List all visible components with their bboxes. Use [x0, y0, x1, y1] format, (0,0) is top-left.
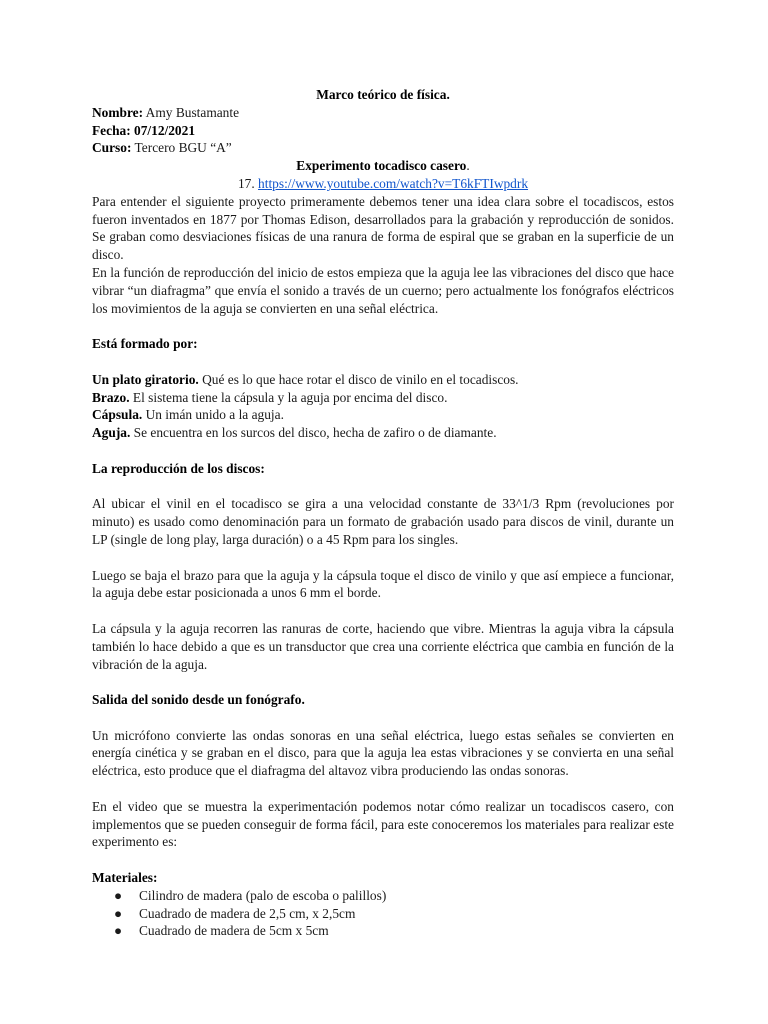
bullet-icon: ● [114, 887, 123, 903]
list-item: ● Cuadrado de madera de 2,5 cm, x 2,5cm [114, 905, 356, 921]
bullet-icon: ● [114, 923, 123, 939]
reproduction-heading: La reproducción de los discos: [92, 460, 265, 476]
date-line [92, 122, 674, 140]
reference-number: 17. [237, 175, 259, 191]
part-item-capsula: Cápsula. Un imán unido a la aguja. [92, 407, 284, 423]
materials-list [92, 887, 674, 940]
bullet-icon: ● [114, 905, 123, 921]
materials-heading: Materiales: [92, 870, 158, 886]
reference-link[interactable]: https://www.youtube.com/watch?v=T6kFTIwpdrk [258, 175, 529, 191]
experiment-title: Experimento tocadisco casero. [296, 158, 470, 174]
intro-paragraph-2: En la función de reproducción del inicio de estos empieza que la aguja lee las vibraciones del disco que hace vibrar “un diafragma” que envía el sonido a través de un cuerno; pero actualmente los fonógrafos eléctricos los movimientos de la aguja se convierten en una señal eléctrica. [92, 264, 674, 316]
document-body [92, 86, 674, 940]
reproduction-paragraph-2: Luego se baja el brazo para que la aguja y la cápsula toque el disco de vinilo y que así empiece a funcionar, la aguja debe estar posicionada a unos 6 mm el borde. [92, 567, 674, 601]
intro-paragraph-1: Para entender el siguiente proyecto primeramente debemos tener una idea clara sobre el tocadiscos, estos fueron inventados en 1877 por Thomas Edison, desarrollados para la grabación y reproducción de sonidos. Se graban como desviaciones físicas de una ranura de forma de espiral que se graban en la superficie de un disco. [92, 193, 674, 263]
course-line [92, 139, 674, 157]
course-value: Tercero BGU “A” [131, 140, 232, 156]
course-label: Curso: [92, 140, 132, 156]
date-label: Fecha: 07/12/2021 [92, 122, 196, 138]
sound-paragraph-1: Un micrófono convierte las ondas sonoras en una señal eléctrica, luego estas señales se convierten en energía cinética y se graban en el disco, para que la aguja lea estas vibraciones y se convierta en una señal eléctrica, esto produce que el diafragma del altavoz vibra produciendo las ondas sonoras. [92, 727, 674, 779]
reproduction-paragraph-3: La cápsula y la aguja recorren las ranuras de corte, haciendo que vibre. Mientras la aguja vibra la cápsula también lo hace debido a que es un transductor que crea una corriente eléctrica que cambia en función de la vibración de la aguja. [92, 620, 674, 672]
sound-paragraph-2: En el video que se muestra la experimentación podemos notar cómo realizar un tocadiscos casero, con implementos que se pueden conseguir de forma fácil, para este conoceremos los materiales para realizar este experimento es: [92, 798, 674, 850]
document-title: Marco teórico de física. [316, 87, 450, 102]
list-item: ● Cilindro de madera (palo de escoba o palillos) [114, 887, 387, 903]
name-line [92, 104, 674, 122]
reproduction-paragraph-1: Al ubicar el vinil en el tocadisco se gira a una velocidad constante de 33^1/3 Rpm (revoluciones por minuto) es usado como denominación para un formato de grabación usado para discos de vinil, durante un LP (single de long play, larga duración) o a 45 Rpm para los singles. [92, 496, 674, 547]
part-item-brazo: Brazo. El sistema tiene la cápsula y la aguja por encima del disco. [92, 389, 448, 405]
list-item: ● Cuadrado de madera de 5cm x 5cm [114, 923, 329, 939]
part-item-aguja: Aguja. Se encuentra en los surcos del disco, hecha de zafiro o de diamante. [92, 425, 497, 441]
formed-heading: Está formado por: [92, 336, 198, 352]
part-item-plato: Un plato giratorio. Qué es lo que hace rotar el disco de vinilo en el tocadiscos. [92, 371, 519, 387]
name-label: Nombre: [92, 104, 144, 120]
reference-line [92, 175, 674, 193]
sound-heading: Salida del sonido desde un fonógrafo. [92, 692, 305, 708]
name-value: Amy Bustamante [143, 104, 240, 120]
